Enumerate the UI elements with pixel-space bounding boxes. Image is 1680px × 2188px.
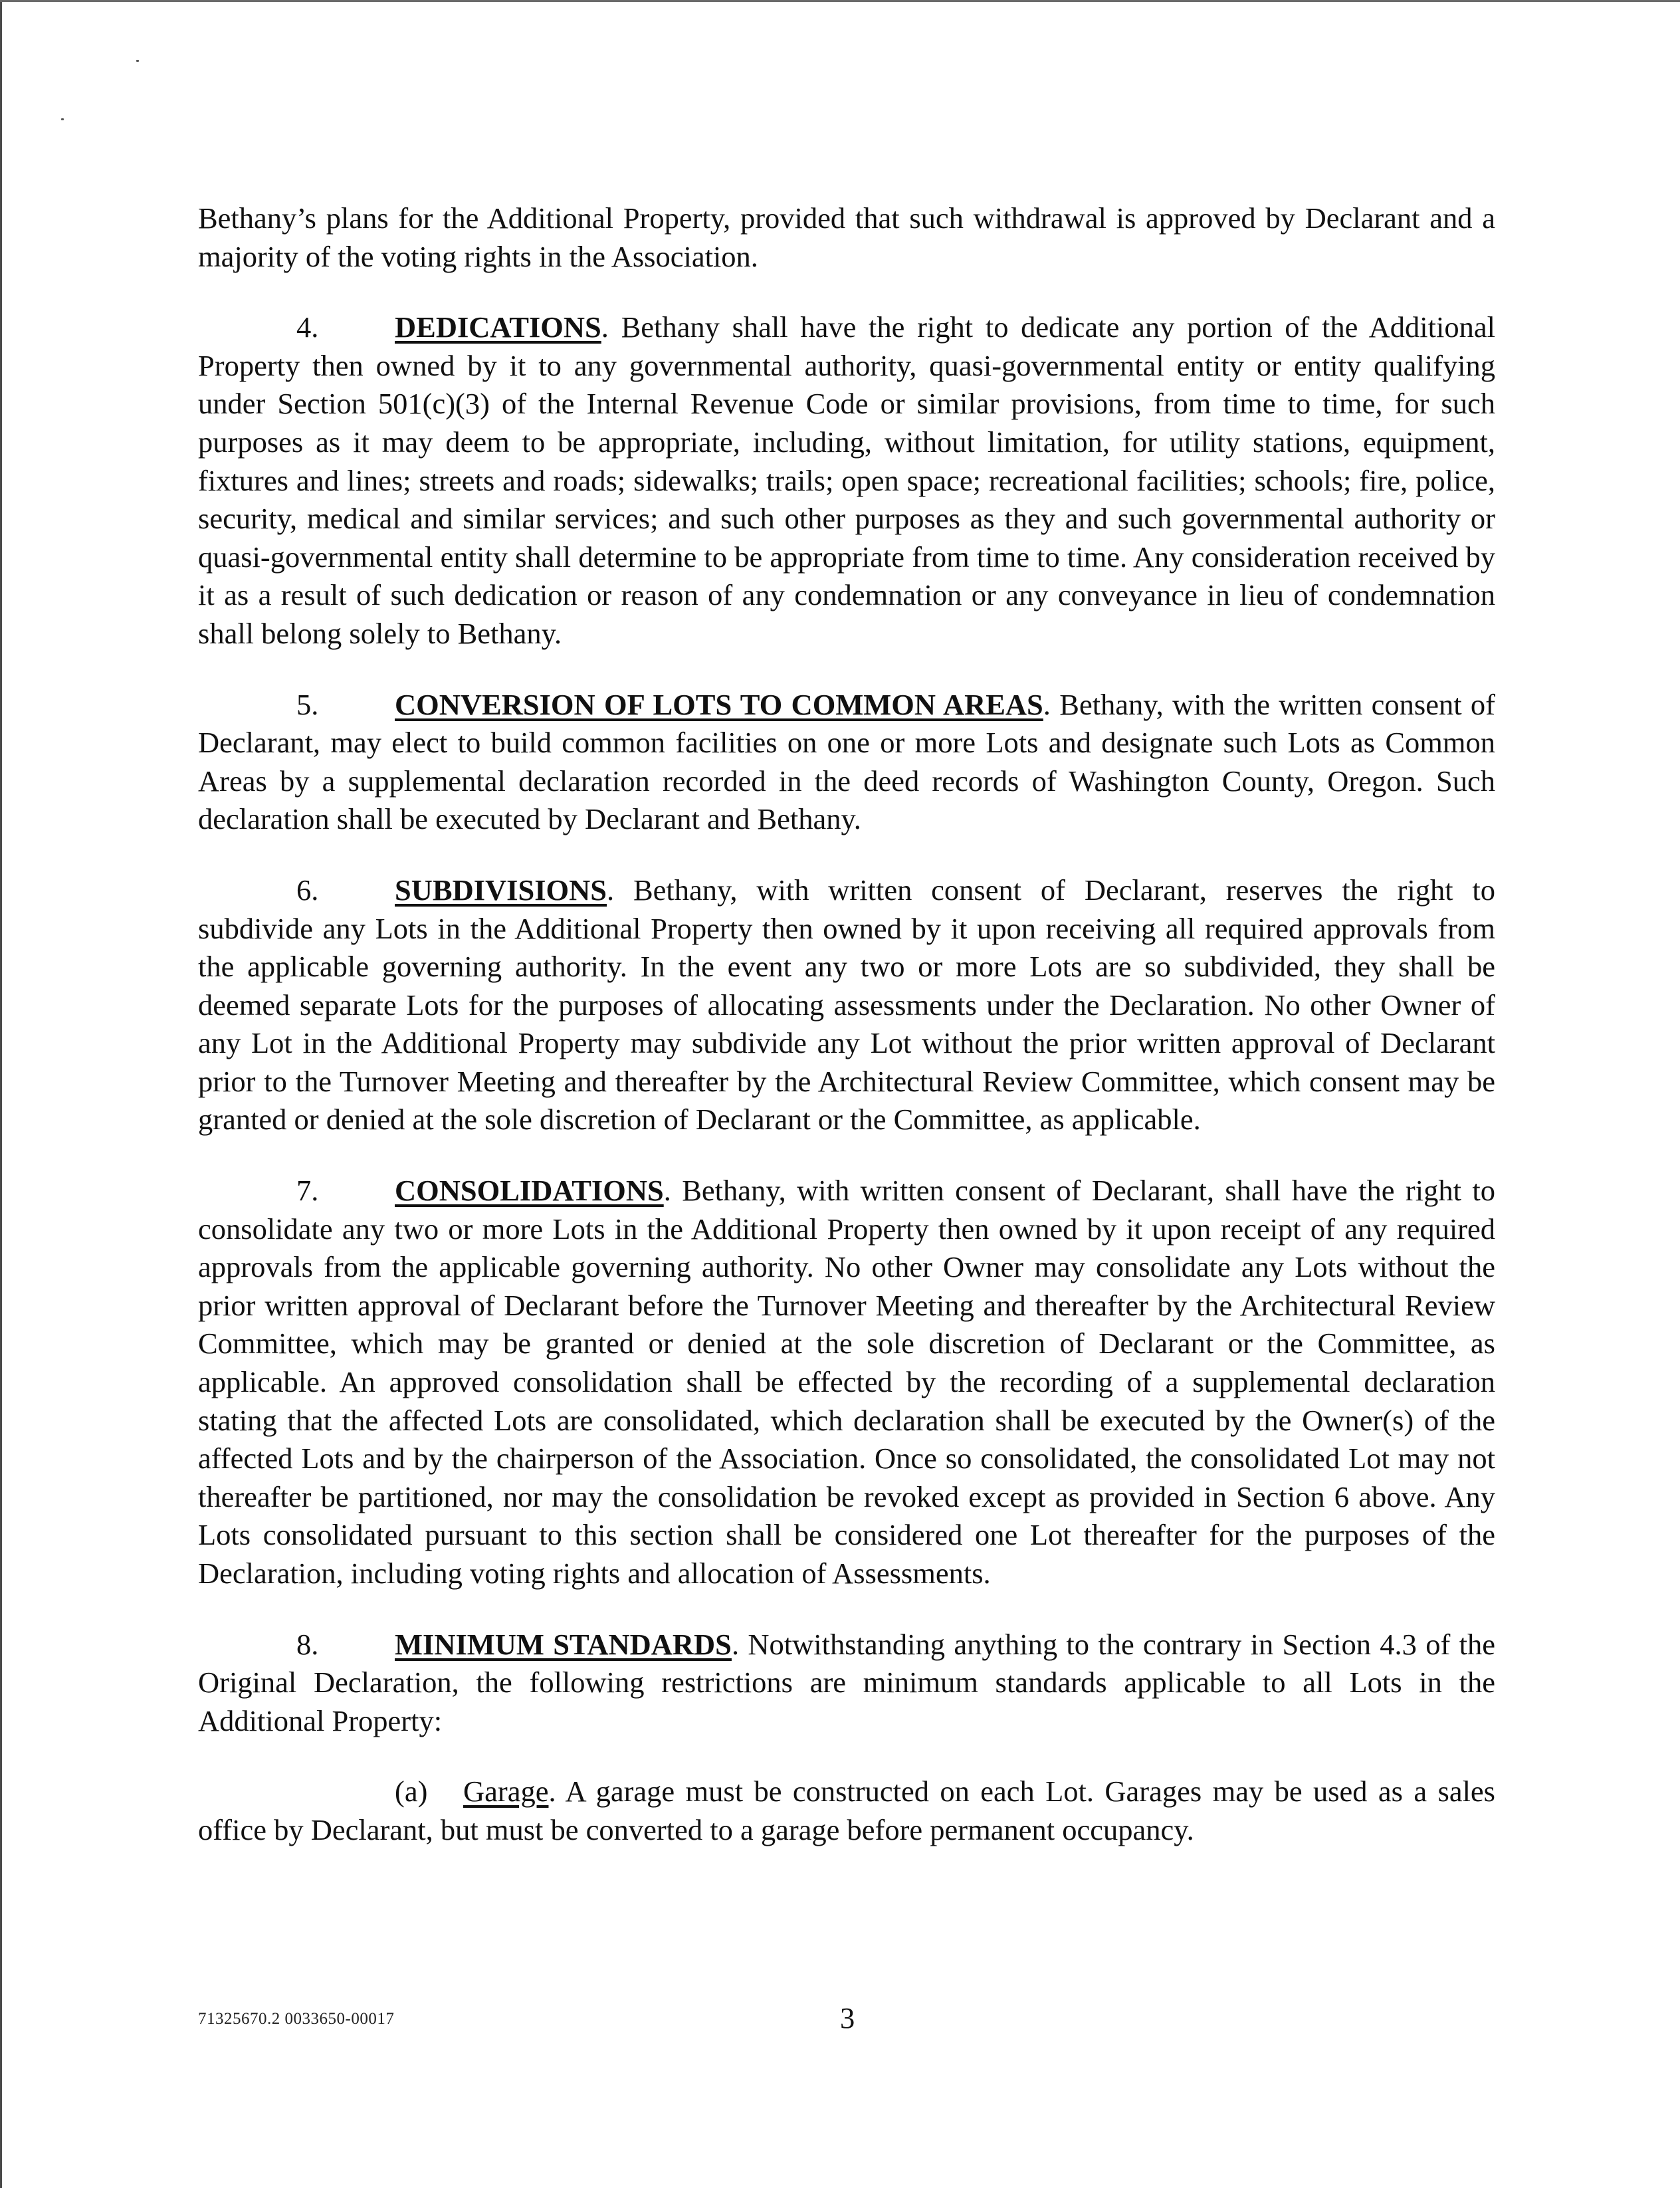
subsection-heading: Garage <box>463 1775 549 1808</box>
section-4-dedications <box>198 308 1495 653</box>
section-number: 8. <box>296 1627 319 1661</box>
section-heading: MINIMUM STANDARDS <box>395 1627 732 1661</box>
page-footer <box>198 2001 1495 2040</box>
section-8-minimum-standards <box>198 1626 1495 1741</box>
scan-edge-left <box>0 0 2 2188</box>
section-text: . Bethany, with written consent of Declarant, reserves the right to subdivide any Lots in the Additional Property then owned by it upon receiving all required approvals from the applicable governing authority. In the event any two or more Lots are so subdivided, they shall be deemed separate Lots for the purposes of allocating assessments under the Declaration. No other Owner of any Lot in the Additional Property may subdivide any Lot without the prior written approval of Declarant prior to the Turnover Meeting and thereafter by the Architectural Review Committee, which consent may be granted or denied at the sole discretion of Declarant or the Committee, as applicable. <box>198 873 1495 1137</box>
document-body <box>198 199 1495 1882</box>
section-heading: DEDICATIONS <box>395 310 601 344</box>
section-number: 6. <box>296 873 319 907</box>
subsection-a-garage <box>198 1773 1495 1849</box>
page-number: 3 <box>840 2001 855 2034</box>
section-text: . Notwithstanding anything to the contrary in Section 4.3 of the Original Declaration, the following restrictions are minimum standards applicable to all Lots in the Additional Property: <box>198 1627 1496 1737</box>
scan-speck <box>61 118 64 120</box>
section-text: . Bethany, with the written consent of Declarant, may elect to build common facilities on one or more Lots and designate such Lots as Common Areas by a supplemental declaration recorded in the deed records of Washington County, Oregon. Such declaration shall be executed by Declarant and Bethany. <box>198 687 1496 836</box>
section-text: . Bethany shall have the right to dedicate any portion of the Additional Property then owned by it to any governmental authority, quasi-governmental entity or entity qualifying under Section 501(c)(3) of the Internal Revenue Code or similar provisions, from time to time, for such purposes as it may deem to be appropriate, including, without limitation, for utility stations, equipment, fixtures and lines; streets and roads; sidewalks; trails; open space; recreational facilities; schools; fire, police, security, medical and similar services; and such other purposes as they and such governmental authority or quasi-governmental entity shall determine to be appropriate from time to time. Any consideration received by it as a result of such dedication or reason of any condemnation or any conveyance in lieu of condemnation shall belong solely to Bethany. <box>198 310 1495 650</box>
scan-edge-top <box>0 0 1680 2</box>
section-number: 7. <box>296 1174 319 1208</box>
section-heading: SUBDIVISIONS <box>395 873 607 907</box>
section-number: 5. <box>296 687 319 721</box>
scan-speck <box>136 60 139 62</box>
section-heading: CONSOLIDATIONS <box>395 1174 664 1208</box>
section-7-consolidations <box>198 1172 1495 1593</box>
section-heading: CONVERSION OF LOTS TO COMMON AREAS <box>395 687 1043 721</box>
subsection-number: (a) <box>395 1775 428 1808</box>
paragraph-continuation <box>198 199 1495 276</box>
subsection-text: . A garage must be constructed on each Lot. Garages may be used as a sales office by Declarant, but must be converted to a garage before permanent occupancy. <box>198 1775 1495 1846</box>
section-text: . Bethany, with written consent of Declarant, shall have the right to consolidate any two or more Lots in the Additional Property then owned by it upon receipt of any required approvals from the applicable governing authority. No other Owner may consolidate any Lots without the prior written approval of Declarant before the Turnover Meeting and thereafter by the Architectural Review Committee, which may be granted or denied at the sole discretion of Declarant or the Committee, as applicable. An approved consolidation shall be effected by the recording of a supplemental declaration stating that the affected Lots are consolidated, which declaration shall be executed by the Owner(s) of the affected Lots and by the chairperson of the Association. Once so consolidated, the consolidated Lot may not thereafter be partitioned, nor may the consolidation be revoked except as provided in Section 6 above. Any Lots consolidated pursuant to this section shall be considered one Lot thereafter for the purposes of the Declaration, including voting rights and allocation of Assessments. <box>198 1174 1495 1590</box>
section-6-subdivisions <box>198 871 1495 1139</box>
section-number: 4. <box>296 310 319 344</box>
paragraph-text: Bethany’s plans for the Additional Property, provided that such withdrawal is approved by Declarant and a majority of the voting rights in the Association. <box>198 201 1495 273</box>
section-5-conversion <box>198 686 1495 839</box>
document-id: 71325670.2 0033650-00017 <box>198 2010 395 2028</box>
